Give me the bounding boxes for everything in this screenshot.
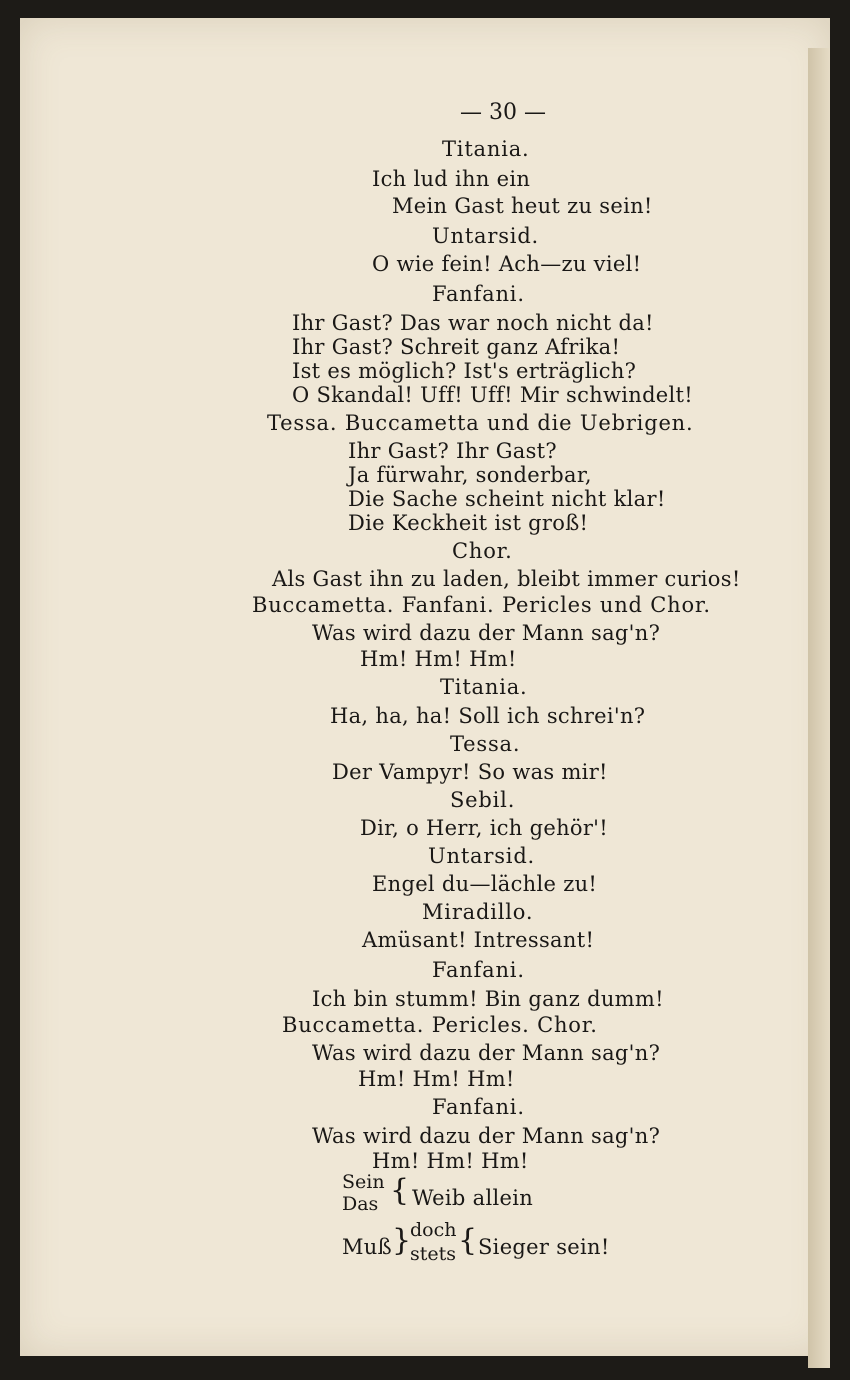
text-line: Weib allein bbox=[412, 1186, 534, 1210]
speaker-line: Sebil. bbox=[450, 788, 516, 812]
left-brace-2: { bbox=[458, 1223, 478, 1258]
text-line: Ich lud ihn ein bbox=[372, 167, 531, 191]
speaker-line: Fanfani. bbox=[432, 282, 525, 306]
text-line: Ihr Gast? Ihr Gast? bbox=[348, 439, 557, 463]
speaker-line: Titania. bbox=[440, 675, 528, 699]
text-line: O wie fein! Ach—zu viel! bbox=[372, 252, 642, 276]
text-line: Hm! Hm! Hm! bbox=[358, 1067, 515, 1091]
text-line: Die Sache scheint nicht klar! bbox=[348, 487, 666, 511]
speaker-line: Tessa. Buccametta und die Uebrigen. bbox=[267, 411, 694, 435]
text-line: Hm! Hm! Hm! bbox=[372, 1149, 529, 1173]
text-line: Der Vampyr! So was mir! bbox=[332, 760, 608, 784]
book-page bbox=[20, 18, 830, 1356]
word-muss: Muß bbox=[342, 1235, 392, 1259]
text-line: Die Keckheit ist groß! bbox=[348, 511, 589, 535]
left-brace-1: { bbox=[390, 1173, 410, 1208]
text-line: Amüsant! Intressant! bbox=[362, 928, 595, 952]
page-number: — 30 — bbox=[460, 100, 546, 125]
text-line: Engel du—lächle zu! bbox=[372, 872, 598, 896]
word-stets: stets bbox=[410, 1243, 457, 1265]
page-edge bbox=[808, 48, 830, 1368]
text-line: Ha, ha, ha! Soll ich schrei'n? bbox=[330, 704, 646, 728]
text-line: Ja fürwahr, sonderbar, bbox=[348, 463, 592, 487]
text-line: Hm! Hm! Hm! bbox=[360, 647, 517, 671]
speaker-line: Buccametta. Fanfani. Pericles und Chor. bbox=[252, 593, 711, 617]
speaker-line: Miradillo. bbox=[422, 900, 534, 924]
word-doch: doch bbox=[410, 1219, 457, 1241]
speaker-line: Fanfani. bbox=[432, 958, 525, 982]
text-line: Was wird dazu der Mann sag'n? bbox=[312, 1124, 661, 1148]
speaker-line: Untarsid. bbox=[432, 224, 540, 248]
text-line: Als Gast ihn zu laden, bleibt immer curios! bbox=[272, 567, 741, 591]
speaker-line: Fanfani. bbox=[432, 1095, 525, 1119]
speaker-line: Chor. bbox=[452, 539, 513, 563]
text-line: Ihr Gast? Schreit ganz Afrika! bbox=[292, 335, 621, 359]
text-line: Ist es möglich? Ist's erträglich? bbox=[292, 359, 637, 383]
text-line: Sieger sein! bbox=[478, 1235, 610, 1259]
text-line: Was wird dazu der Mann sag'n? bbox=[312, 621, 661, 645]
text-line: Dir, o Herr, ich gehör'! bbox=[360, 816, 608, 840]
text-line: O Skandal! Uff! Uff! Mir schwindelt! bbox=[292, 383, 694, 407]
text-line: Ihr Gast? Das war noch nicht da! bbox=[292, 311, 654, 335]
word-sein: Sein bbox=[342, 1171, 385, 1193]
speaker-line: Buccametta. Pericles. Chor. bbox=[282, 1013, 598, 1037]
text-line: Was wird dazu der Mann sag'n? bbox=[312, 1041, 661, 1065]
speaker-line: Tessa. bbox=[450, 732, 521, 756]
text-line: Mein Gast heut zu sein! bbox=[392, 194, 653, 218]
text-line: Ich bin stumm! Bin ganz dumm! bbox=[312, 987, 664, 1011]
word-das: Das bbox=[342, 1193, 379, 1215]
right-brace-1: } bbox=[392, 1223, 412, 1258]
speaker-line: Titania. bbox=[442, 137, 530, 161]
speaker-line: Untarsid. bbox=[428, 844, 536, 868]
